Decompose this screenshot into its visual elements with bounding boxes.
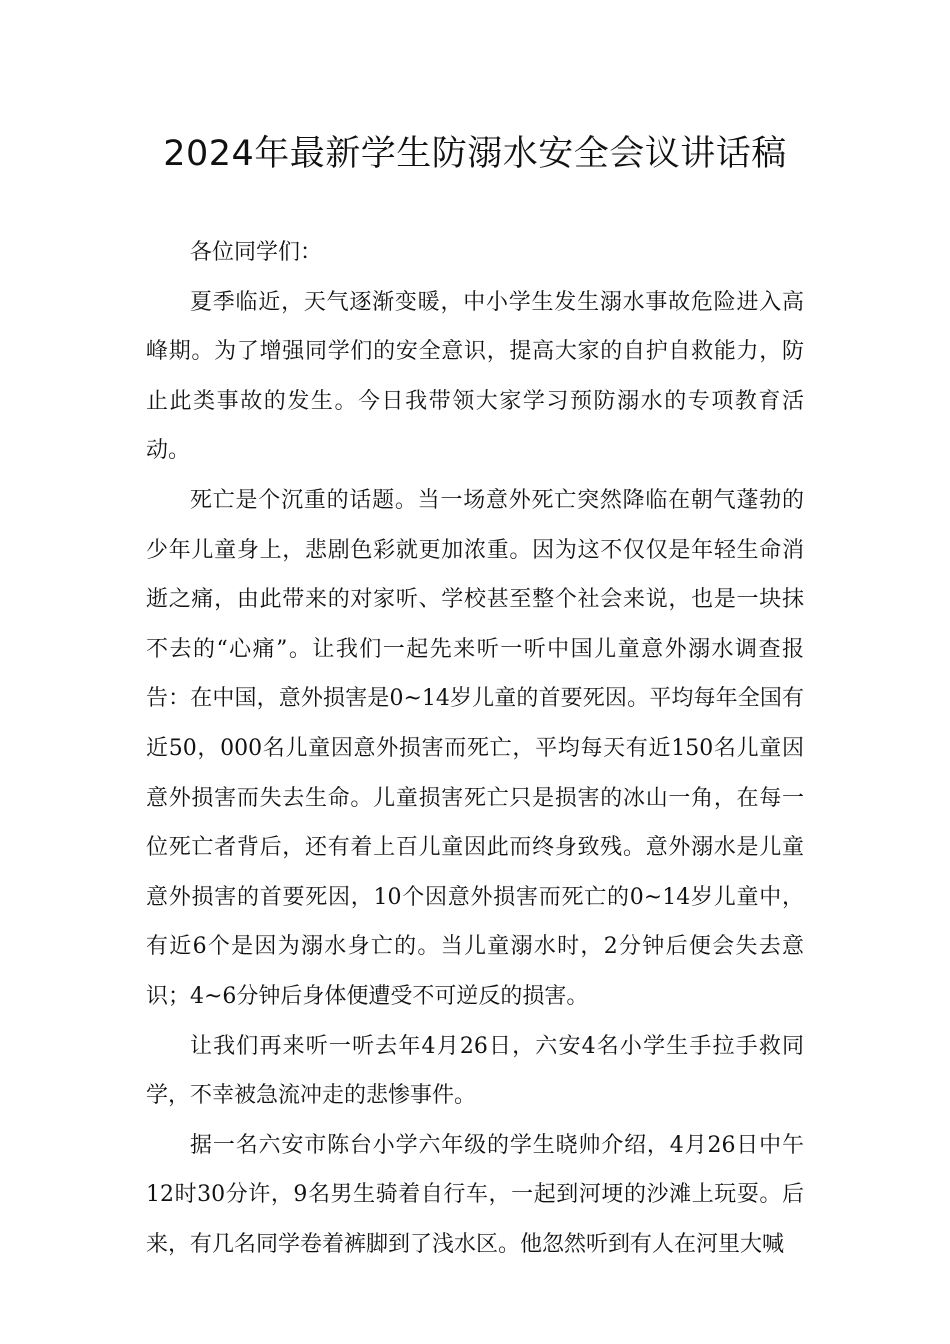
body-paragraph: 夏季临近，天气逐渐变暖，中小学生发生溺水事故危险进入高峰期。为了增强同学们的安全意识，提高大家的自护自救能力，防止此类事故的发生。今日我带领大家学习预防溺水的专项教育活动。 [146,289,804,464]
document-body [146,228,804,1269]
body-paragraph: 据一名六安市陈台小学六年级的学生晓帅介绍，4月26日中午12时30分许，9名男生骑着自行车，一起到河埂的沙滩上玩耍。后来，有几名同学卷着裤脚到了浅水区。他忽然听到有人在河里大喊 [146,1132,804,1257]
body-paragraph: 让我们再来听一听去年4月26日，六安4名小学生手拉手救同学，不幸被急流冲走的悲惨事件。 [146,1033,804,1109]
body-paragraph: 死亡是个沉重的话题。当一场意外死亡突然降临在朝气蓬勃的少年儿童身上，悲剧色彩就更加浓重。因为这不仅仅是年轻生命消逝之痛，由此带来的对家听、学校甚至整个社会来说，也是一块抹不去的“心痛”。让我们一起先来听一听中国儿童意外溺水调查报告：在中国，意外损害是0~14岁儿童的首要死因。平均每年全国有近50，000名儿童因意外损害而死亡，平均每天有近150名儿童因意外损害而失去生命。儿童损害死亡只是损害的冰山一角，在每一位死亡者背后，还有着上百儿童因此而终身致残。意外溺水是儿童意外损害的首要死因，10个因意外损害而死亡的0~14岁儿童中，有近6个是因为溺水身亡的。当儿童溺水时，2分钟后便会失去意识；4~6分钟后身体便遭受不可逆反的损害。 [146,487,804,1009]
greeting-paragraph: 各位同学们： [190,240,323,265]
document-title: 2024年最新学生防溺水安全会议讲话稿 [163,134,787,174]
